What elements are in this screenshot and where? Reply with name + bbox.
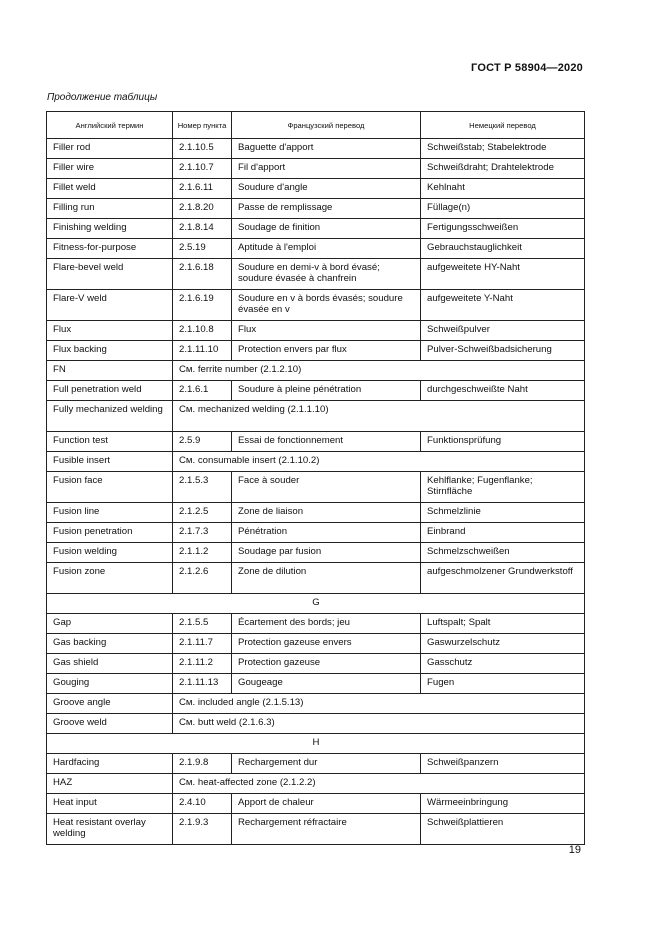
table-row bbox=[47, 139, 585, 159]
table-row bbox=[47, 654, 585, 674]
table-row bbox=[47, 341, 585, 361]
english-term: HAZ bbox=[47, 774, 173, 794]
table-row bbox=[47, 452, 585, 472]
table-row bbox=[47, 321, 585, 341]
french-translation: Gougeage bbox=[232, 674, 421, 694]
clause-number: 2.1.11.13 bbox=[173, 674, 232, 694]
german-translation: Schweißdraht; Drahtelektrode bbox=[421, 159, 585, 179]
clause-number: 2.1.5.5 bbox=[173, 614, 232, 634]
german-translation: durchgeschweißte Naht bbox=[421, 381, 585, 401]
column-header-french: Французский перевод bbox=[232, 112, 421, 139]
clause-number: 2.1.9.8 bbox=[173, 754, 232, 774]
german-translation: Fugen bbox=[421, 674, 585, 694]
cross-reference: См. heat-affected zone (2.1.2.2) bbox=[173, 774, 585, 794]
german-translation: Kehlflanke; Fugenflanke; Stirnfläche bbox=[421, 472, 585, 503]
english-term: Fillet weld bbox=[47, 179, 173, 199]
english-term: Fitness-for-purpose bbox=[47, 239, 173, 259]
cross-reference: См. included angle (2.1.5.13) bbox=[173, 694, 585, 714]
english-term: Groove weld bbox=[47, 714, 173, 734]
english-term: FN bbox=[47, 361, 173, 381]
table-row bbox=[47, 239, 585, 259]
clause-number: 2.1.11.2 bbox=[173, 654, 232, 674]
french-translation: Soudure d'angle bbox=[232, 179, 421, 199]
english-term: Heat resistant overlay welding bbox=[47, 814, 173, 845]
english-term: Flare-V weld bbox=[47, 290, 173, 321]
german-translation: Pulver-Schweißbadsicherung bbox=[421, 341, 585, 361]
french-translation: Soudure en demi-v à bord évasé; soudure évasée à chanfrein bbox=[232, 259, 421, 290]
clause-number: 2.5.9 bbox=[173, 432, 232, 452]
table-row bbox=[47, 401, 585, 432]
german-translation: Funktionsprüfung bbox=[421, 432, 585, 452]
english-term: Fusion zone bbox=[47, 563, 173, 594]
french-translation: Baguette d'apport bbox=[232, 139, 421, 159]
clause-number: 2.1.10.5 bbox=[173, 139, 232, 159]
column-header-number: Номер пункта bbox=[173, 112, 232, 139]
german-translation: Schmelzschweißen bbox=[421, 543, 585, 563]
table-body bbox=[47, 139, 585, 845]
clause-number: 2.1.6.1 bbox=[173, 381, 232, 401]
english-term: Filler rod bbox=[47, 139, 173, 159]
german-translation: Schweißplattieren bbox=[421, 814, 585, 845]
table-row bbox=[47, 159, 585, 179]
section-letter-row bbox=[47, 734, 585, 754]
clause-number: 2.1.10.8 bbox=[173, 321, 232, 341]
table-row bbox=[47, 714, 585, 734]
clause-number: 2.1.10.7 bbox=[173, 159, 232, 179]
french-translation: Soudure à pleine pénétration bbox=[232, 381, 421, 401]
english-term: Hardfacing bbox=[47, 754, 173, 774]
clause-number: 2.1.11.7 bbox=[173, 634, 232, 654]
english-term: Full penetration weld bbox=[47, 381, 173, 401]
document-code: ГОСТ Р 58904—2020 bbox=[471, 62, 583, 74]
french-translation: Essai de fonctionnement bbox=[232, 432, 421, 452]
german-translation: Gasschutz bbox=[421, 654, 585, 674]
english-term: Fusion face bbox=[47, 472, 173, 503]
german-translation: aufgeweitete Y-Naht bbox=[421, 290, 585, 321]
table-row bbox=[47, 259, 585, 290]
english-term: Flare-bevel weld bbox=[47, 259, 173, 290]
french-translation: Protection gazeuse envers bbox=[232, 634, 421, 654]
english-term: Fusion welding bbox=[47, 543, 173, 563]
french-translation: Zone de dilution bbox=[232, 563, 421, 594]
cross-reference: См. butt weld (2.1.6.3) bbox=[173, 714, 585, 734]
table-row bbox=[47, 472, 585, 503]
french-translation: Zone de liaison bbox=[232, 503, 421, 523]
table-row bbox=[47, 754, 585, 774]
cross-reference: См. ferrite number (2.1.2.10) bbox=[173, 361, 585, 381]
clause-number: 2.5.19 bbox=[173, 239, 232, 259]
german-translation: Schweißpanzern bbox=[421, 754, 585, 774]
table-row bbox=[47, 432, 585, 452]
table-row bbox=[47, 563, 585, 594]
english-term: Fully mechanized welding bbox=[47, 401, 173, 432]
table-row bbox=[47, 503, 585, 523]
english-term: Fusion line bbox=[47, 503, 173, 523]
table-continuation-label: Продолжение таблицы bbox=[47, 92, 158, 103]
table-row bbox=[47, 523, 585, 543]
german-translation: Füllage(n) bbox=[421, 199, 585, 219]
clause-number: 2.1.2.6 bbox=[173, 563, 232, 594]
french-translation: Protection gazeuse bbox=[232, 654, 421, 674]
english-term: Fusion penetration bbox=[47, 523, 173, 543]
clause-number: 2.1.8.14 bbox=[173, 219, 232, 239]
table-row bbox=[47, 199, 585, 219]
german-translation: Fertigungsschweißen bbox=[421, 219, 585, 239]
french-translation: Protection envers par flux bbox=[232, 341, 421, 361]
table-row bbox=[47, 634, 585, 654]
clause-number: 2.1.6.11 bbox=[173, 179, 232, 199]
german-translation: aufgeschmolzener Grundwerkstoff bbox=[421, 563, 585, 594]
table-row bbox=[47, 674, 585, 694]
cross-reference: См. consumable insert (2.1.10.2) bbox=[173, 452, 585, 472]
section-letter: G bbox=[47, 594, 585, 614]
terms-table bbox=[46, 111, 585, 845]
english-term: Gas shield bbox=[47, 654, 173, 674]
section-letter: H bbox=[47, 734, 585, 754]
german-translation: Gebrauchstauglichkeit bbox=[421, 239, 585, 259]
french-translation: Pénétration bbox=[232, 523, 421, 543]
french-translation: Flux bbox=[232, 321, 421, 341]
table-row bbox=[47, 694, 585, 714]
german-translation: aufgeweitete HY-Naht bbox=[421, 259, 585, 290]
table-row bbox=[47, 794, 585, 814]
german-translation: Schmelzlinie bbox=[421, 503, 585, 523]
clause-number: 2.1.8.20 bbox=[173, 199, 232, 219]
table-row bbox=[47, 543, 585, 563]
english-term: Flux backing bbox=[47, 341, 173, 361]
table-row bbox=[47, 179, 585, 199]
english-term: Heat input bbox=[47, 794, 173, 814]
english-term: Function test bbox=[47, 432, 173, 452]
german-translation: Kehlnaht bbox=[421, 179, 585, 199]
section-letter-row bbox=[47, 594, 585, 614]
english-term: Filler wire bbox=[47, 159, 173, 179]
english-term: Gouging bbox=[47, 674, 173, 694]
table-row bbox=[47, 381, 585, 401]
french-translation: Rechargement dur bbox=[232, 754, 421, 774]
french-translation: Fil d'apport bbox=[232, 159, 421, 179]
column-header-german: Немецкий перевод bbox=[421, 112, 585, 139]
table-row bbox=[47, 614, 585, 634]
clause-number: 2.4.10 bbox=[173, 794, 232, 814]
table-header-row bbox=[47, 112, 585, 139]
english-term: Fusible insert bbox=[47, 452, 173, 472]
clause-number: 2.1.2.5 bbox=[173, 503, 232, 523]
clause-number: 2.1.11.10 bbox=[173, 341, 232, 361]
german-translation: Schweißstab; Stabelektrode bbox=[421, 139, 585, 159]
clause-number: 2.1.6.18 bbox=[173, 259, 232, 290]
french-translation: Soudure en v à bords évasés; soudure évasée en v bbox=[232, 290, 421, 321]
french-translation: Soudage par fusion bbox=[232, 543, 421, 563]
german-translation: Wärmeeinbringung bbox=[421, 794, 585, 814]
french-translation: Rechargement réfractaire bbox=[232, 814, 421, 845]
clause-number: 2.1.5.3 bbox=[173, 472, 232, 503]
table-row bbox=[47, 361, 585, 381]
clause-number: 2.1.7.3 bbox=[173, 523, 232, 543]
english-term: Gap bbox=[47, 614, 173, 634]
clause-number: 2.1.9.3 bbox=[173, 814, 232, 845]
english-term: Groove angle bbox=[47, 694, 173, 714]
german-translation: Gaswurzelschutz bbox=[421, 634, 585, 654]
english-term: Gas backing bbox=[47, 634, 173, 654]
german-translation: Luftspalt; Spalt bbox=[421, 614, 585, 634]
table-row bbox=[47, 290, 585, 321]
german-translation: Einbrand bbox=[421, 523, 585, 543]
english-term: Filling run bbox=[47, 199, 173, 219]
french-translation: Soudage de finition bbox=[232, 219, 421, 239]
table-row bbox=[47, 774, 585, 794]
english-term: Flux bbox=[47, 321, 173, 341]
table-row bbox=[47, 814, 585, 845]
cross-reference: См. mechanized welding (2.1.1.10) bbox=[173, 401, 585, 432]
french-translation: Aptitude à l'emploi bbox=[232, 239, 421, 259]
french-translation: Écartement des bords; jeu bbox=[232, 614, 421, 634]
english-term: Finishing welding bbox=[47, 219, 173, 239]
clause-number: 2.1.1.2 bbox=[173, 543, 232, 563]
page-number: 19 bbox=[568, 844, 581, 856]
french-translation: Face à souder bbox=[232, 472, 421, 503]
column-header-english: Английский термин bbox=[47, 112, 173, 139]
clause-number: 2.1.6.19 bbox=[173, 290, 232, 321]
french-translation: Passe de remplissage bbox=[232, 199, 421, 219]
french-translation: Apport de chaleur bbox=[232, 794, 421, 814]
german-translation: Schweißpulver bbox=[421, 321, 585, 341]
table-row bbox=[47, 219, 585, 239]
